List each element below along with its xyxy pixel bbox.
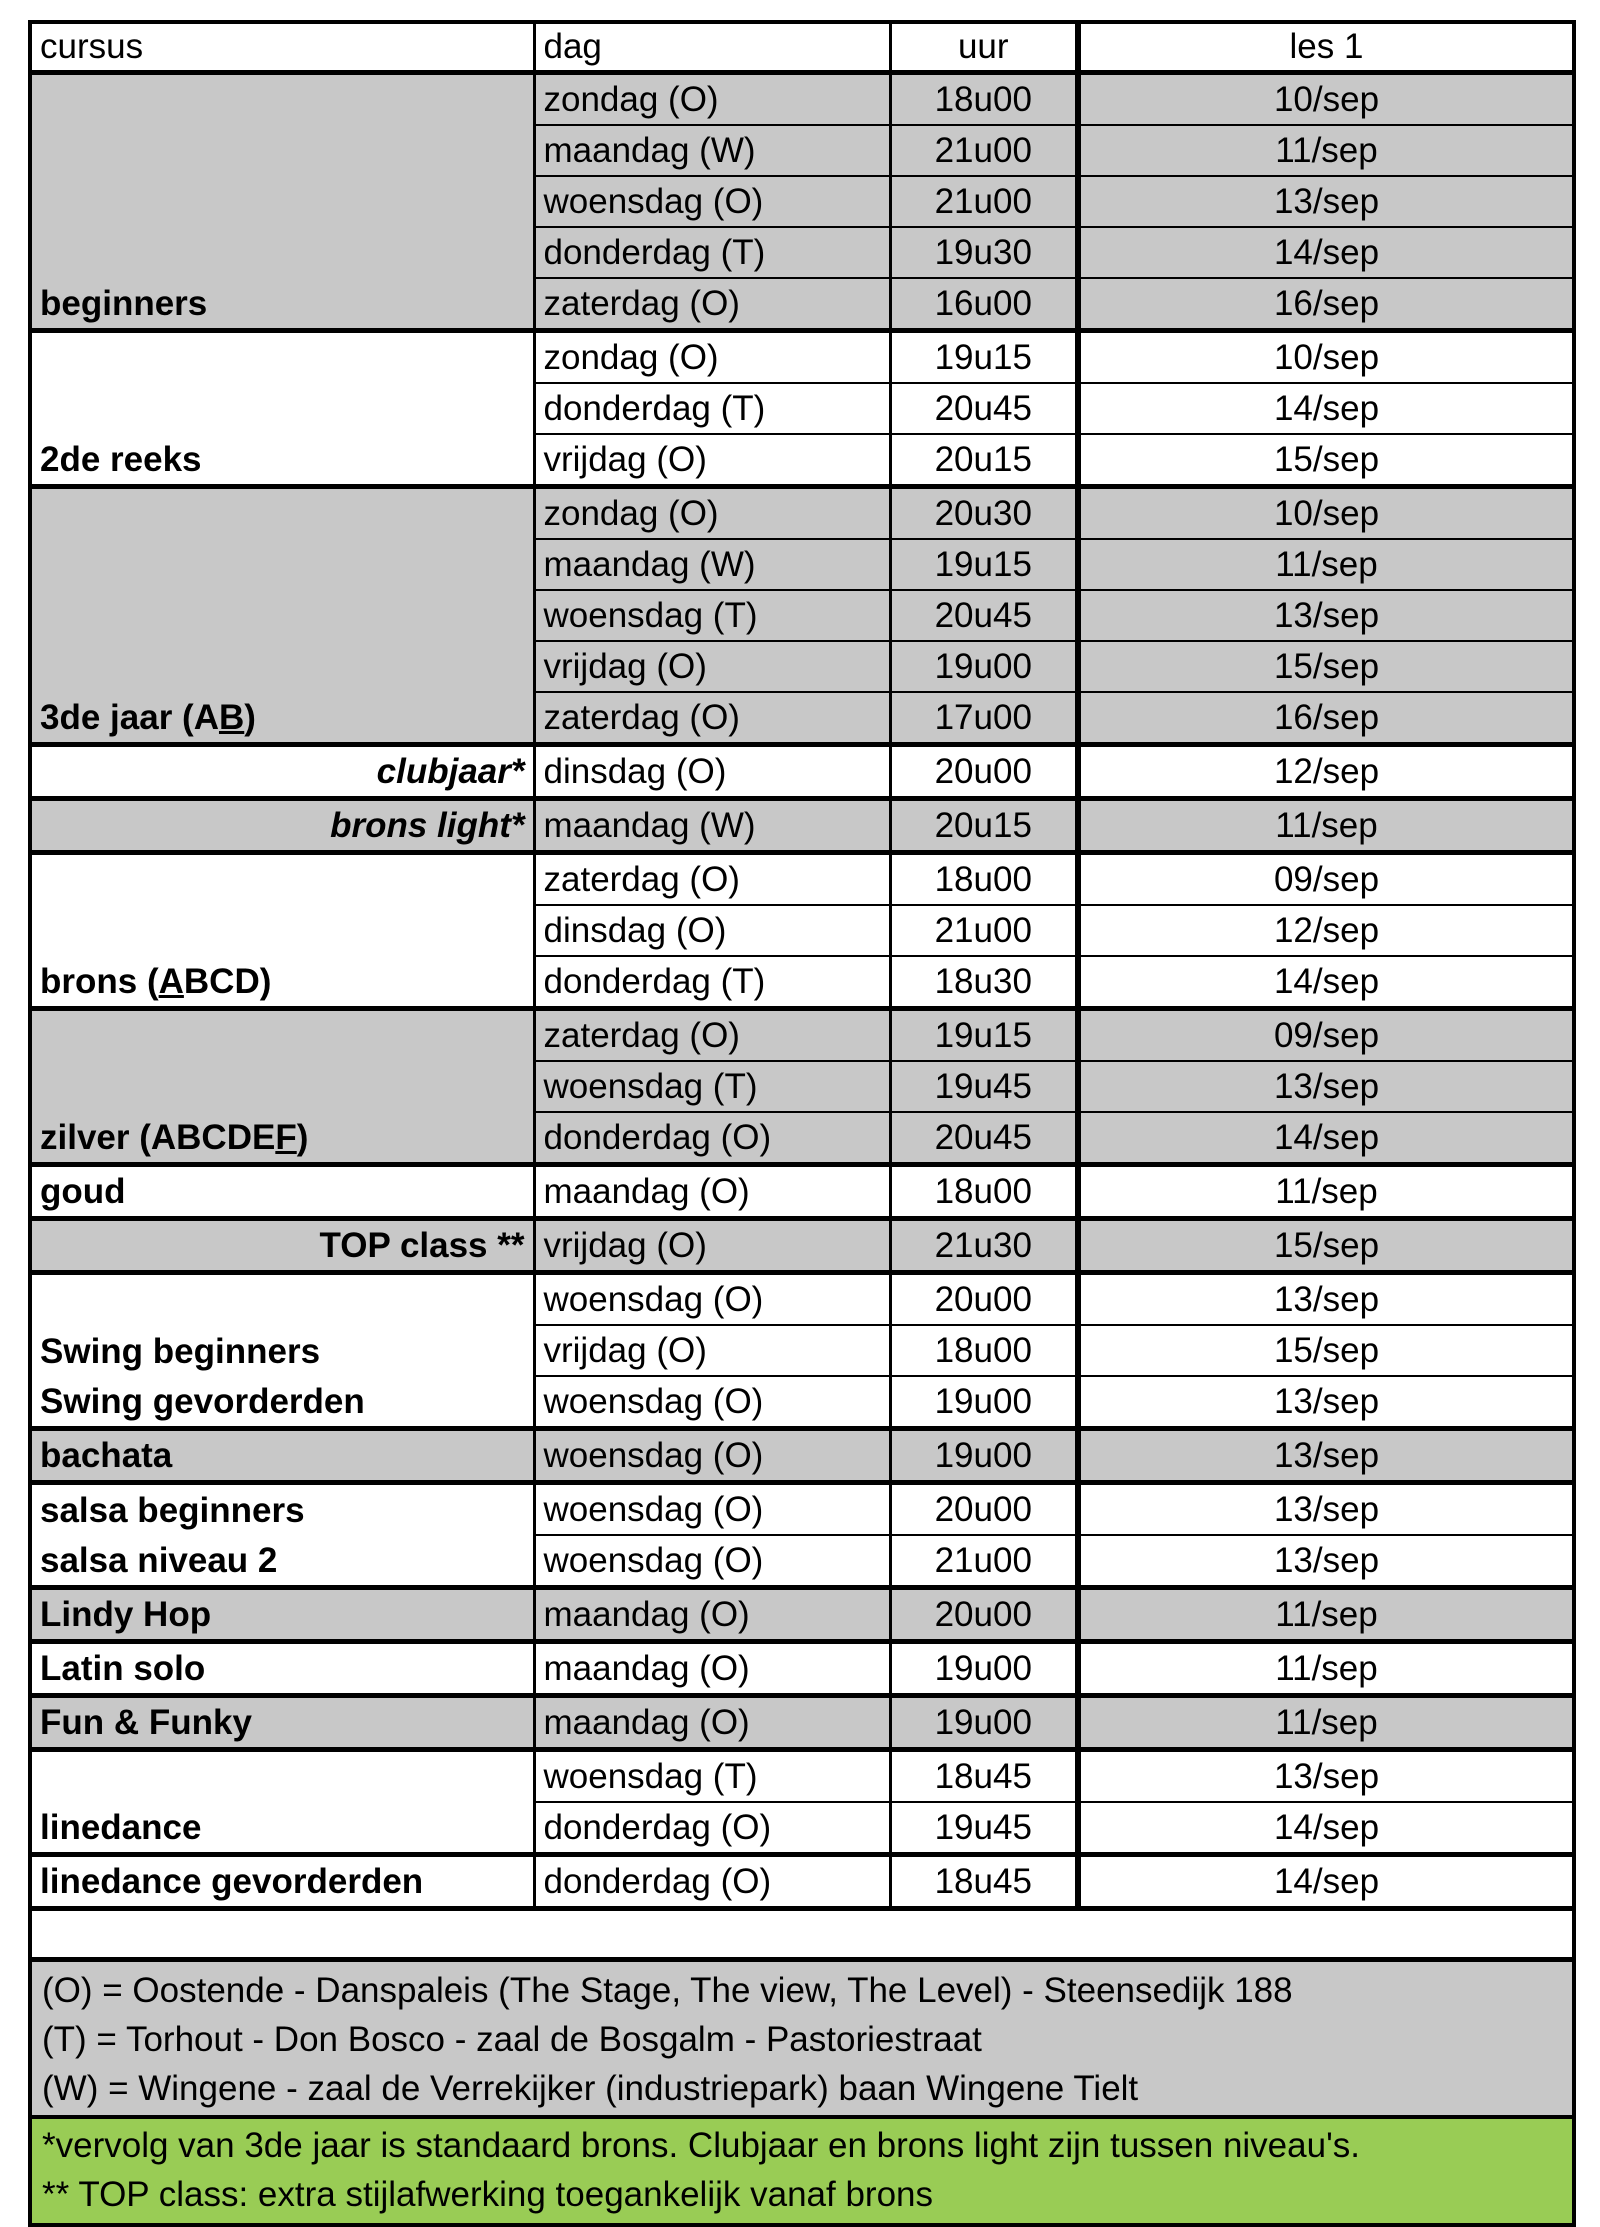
course-day: maandag (W) bbox=[534, 125, 890, 176]
course-time: 21u00 bbox=[890, 125, 1078, 176]
course-first-lesson: 11/sep bbox=[1078, 799, 1572, 853]
course-name-part: ) bbox=[296, 1118, 309, 1157]
table-row bbox=[32, 1009, 1572, 1062]
table-row bbox=[32, 799, 1572, 853]
table-row bbox=[32, 1855, 1572, 1907]
course-name-part: brons ( bbox=[40, 962, 159, 1001]
course-time: 18u45 bbox=[890, 1750, 1078, 1803]
course-time: 18u00 bbox=[890, 73, 1078, 126]
table-row bbox=[32, 1273, 1572, 1326]
course-time: 19u00 bbox=[890, 1429, 1078, 1483]
course-name-part: BCD) bbox=[183, 962, 272, 1001]
course-name: linedance gevorderden bbox=[32, 1855, 534, 1907]
course-name-part: ) bbox=[244, 698, 256, 737]
header-les: les 1 bbox=[1078, 24, 1572, 73]
course-name: Latin solo bbox=[32, 1642, 534, 1696]
course-time: 19u15 bbox=[890, 1009, 1078, 1062]
course-name: beginners bbox=[32, 73, 534, 331]
course-first-lesson: 10/sep bbox=[1078, 73, 1572, 126]
course-name: Swing gevorderden bbox=[32, 1376, 534, 1429]
course-day: vrijdag (O) bbox=[534, 1325, 890, 1376]
course-name: TOP class ** bbox=[32, 1219, 534, 1273]
course-day: donderdag (O) bbox=[534, 1855, 890, 1907]
legend-line: (W) = Wingene - zaal de Verrekijker (industriepark) baan Wingene Tielt bbox=[42, 2069, 1139, 2108]
course-day: zondag (O) bbox=[534, 73, 890, 126]
course-day: woensdag (O) bbox=[534, 1483, 890, 1536]
notes-box bbox=[32, 2115, 1572, 2223]
course-first-lesson: 14/sep bbox=[1078, 956, 1572, 1009]
course-time: 19u15 bbox=[890, 331, 1078, 384]
course-first-lesson: 12/sep bbox=[1078, 745, 1572, 799]
course-name: bachata bbox=[32, 1429, 534, 1483]
course-name-underlined: A bbox=[158, 962, 184, 1001]
course-time: 20u15 bbox=[890, 434, 1078, 487]
course-first-lesson: 11/sep bbox=[1078, 539, 1572, 590]
course-first-lesson: 13/sep bbox=[1078, 1535, 1572, 1588]
course-day: woensdag (O) bbox=[534, 1535, 890, 1588]
header-row bbox=[32, 24, 1572, 73]
course-name bbox=[32, 1009, 534, 1165]
course-name-part: zilver (ABCDE bbox=[40, 1118, 276, 1157]
course-time: 20u45 bbox=[890, 383, 1078, 434]
course-name: brons light* bbox=[32, 799, 534, 853]
course-time: 20u45 bbox=[890, 1112, 1078, 1165]
table-row bbox=[32, 853, 1572, 906]
note-line: ** TOP class: extra stijlafwerking toegankelijk vanaf brons bbox=[42, 2175, 933, 2214]
course-day: donderdag (T) bbox=[534, 383, 890, 434]
course-day: woensdag (O) bbox=[534, 1273, 890, 1326]
course-time: 19u15 bbox=[890, 539, 1078, 590]
schedule-sheet bbox=[28, 20, 1576, 2227]
course-name-underlined: F bbox=[275, 1118, 297, 1157]
course-time: 18u45 bbox=[890, 1855, 1078, 1907]
course-time: 20u00 bbox=[890, 1588, 1078, 1642]
table-row bbox=[32, 73, 1572, 126]
course-first-lesson: 14/sep bbox=[1078, 1802, 1572, 1855]
table-row bbox=[32, 1483, 1572, 1536]
course-time: 21u00 bbox=[890, 905, 1078, 956]
course-time: 16u00 bbox=[890, 278, 1078, 331]
course-day: woensdag (T) bbox=[534, 590, 890, 641]
course-day: zaterdag (O) bbox=[534, 853, 890, 906]
course-time: 21u00 bbox=[890, 1535, 1078, 1588]
course-day: zaterdag (O) bbox=[534, 1009, 890, 1062]
course-day: zondag (O) bbox=[534, 487, 890, 540]
course-time: 19u00 bbox=[890, 1376, 1078, 1429]
course-time: 17u00 bbox=[890, 692, 1078, 745]
course-first-lesson: 09/sep bbox=[1078, 1009, 1572, 1062]
course-day: maandag (O) bbox=[534, 1588, 890, 1642]
table-row bbox=[32, 331, 1572, 384]
course-day: zaterdag (O) bbox=[534, 278, 890, 331]
course-first-lesson: 14/sep bbox=[1078, 1855, 1572, 1907]
course-first-lesson: 11/sep bbox=[1078, 1696, 1572, 1750]
table-row bbox=[32, 1219, 1572, 1273]
course-time: 20u00 bbox=[890, 1483, 1078, 1536]
course-time: 18u00 bbox=[890, 1165, 1078, 1219]
course-day: donderdag (T) bbox=[534, 956, 890, 1009]
course-name: Fun & Funky bbox=[32, 1696, 534, 1750]
table-row bbox=[32, 1750, 1572, 1803]
empty-row bbox=[32, 1906, 1572, 1957]
course-time: 19u30 bbox=[890, 227, 1078, 278]
course-first-lesson: 11/sep bbox=[1078, 125, 1572, 176]
course-first-lesson: 13/sep bbox=[1078, 1273, 1572, 1326]
course-first-lesson: 13/sep bbox=[1078, 590, 1572, 641]
course-day: donderdag (O) bbox=[534, 1112, 890, 1165]
course-first-lesson: 14/sep bbox=[1078, 227, 1572, 278]
course-day: maandag (O) bbox=[534, 1696, 890, 1750]
course-time: 19u00 bbox=[890, 1696, 1078, 1750]
course-day: woensdag (O) bbox=[534, 176, 890, 227]
course-time: 19u00 bbox=[890, 1642, 1078, 1696]
header-dag: dag bbox=[534, 24, 890, 73]
course-first-lesson: 14/sep bbox=[1078, 383, 1572, 434]
course-first-lesson: 13/sep bbox=[1078, 1483, 1572, 1536]
table-row bbox=[32, 745, 1572, 799]
course-first-lesson: 15/sep bbox=[1078, 1219, 1572, 1273]
course-first-lesson: 10/sep bbox=[1078, 487, 1572, 540]
table-row bbox=[32, 1696, 1572, 1750]
course-first-lesson: 09/sep bbox=[1078, 853, 1572, 906]
course-day: maandag (W) bbox=[534, 799, 890, 853]
table-row bbox=[32, 1165, 1572, 1219]
legend-line: (O) = Oostende - Danspaleis (The Stage, The view, The Level) - Steensedijk 188 bbox=[42, 1971, 1293, 2010]
course-first-lesson: 15/sep bbox=[1078, 641, 1572, 692]
course-time: 20u00 bbox=[890, 745, 1078, 799]
table-row bbox=[32, 1429, 1572, 1483]
course-day: dinsdag (O) bbox=[534, 745, 890, 799]
course-day: donderdag (O) bbox=[534, 1802, 890, 1855]
header-uur: uur bbox=[890, 24, 1078, 73]
course-first-lesson: 13/sep bbox=[1078, 176, 1572, 227]
course-time: 20u00 bbox=[890, 1273, 1078, 1326]
course-day: maandag (O) bbox=[534, 1165, 890, 1219]
course-day: vrijdag (O) bbox=[534, 641, 890, 692]
course-day: maandag (O) bbox=[534, 1642, 890, 1696]
course-day: woensdag (T) bbox=[534, 1061, 890, 1112]
table-row bbox=[32, 1588, 1572, 1642]
course-day: woensdag (T) bbox=[534, 1750, 890, 1803]
course-time: 20u15 bbox=[890, 799, 1078, 853]
course-name: Lindy Hop bbox=[32, 1588, 534, 1642]
header-cursus: cursus bbox=[32, 24, 534, 73]
course-first-lesson: 12/sep bbox=[1078, 905, 1572, 956]
course-day: zondag (O) bbox=[534, 331, 890, 384]
course-first-lesson: 15/sep bbox=[1078, 434, 1572, 487]
course-first-lesson: 11/sep bbox=[1078, 1165, 1572, 1219]
course-first-lesson: 13/sep bbox=[1078, 1750, 1572, 1803]
course-time: 18u00 bbox=[890, 853, 1078, 906]
course-first-lesson: 14/sep bbox=[1078, 1112, 1572, 1165]
course-day: dinsdag (O) bbox=[534, 905, 890, 956]
legend-line: (T) = Torhout - Don Bosco - zaal de Bosgalm - Pastoriestraat bbox=[42, 2020, 982, 2059]
course-day: woensdag (O) bbox=[534, 1376, 890, 1429]
course-time: 21u30 bbox=[890, 1219, 1078, 1273]
course-day: zaterdag (O) bbox=[534, 692, 890, 745]
course-name: salsa niveau 2 bbox=[32, 1535, 534, 1588]
course-time: 20u30 bbox=[890, 487, 1078, 540]
course-name-underlined: B bbox=[218, 698, 245, 737]
course-day: vrijdag (O) bbox=[534, 434, 890, 487]
course-first-lesson: 15/sep bbox=[1078, 1325, 1572, 1376]
course-name bbox=[32, 487, 534, 745]
course-first-lesson: 13/sep bbox=[1078, 1376, 1572, 1429]
schedule-table bbox=[32, 24, 1572, 1906]
course-name bbox=[32, 853, 534, 1009]
course-day: woensdag (O) bbox=[534, 1429, 890, 1483]
course-name-part: 3de jaar (A bbox=[40, 698, 219, 737]
course-first-lesson: 13/sep bbox=[1078, 1429, 1572, 1483]
course-first-lesson: 10/sep bbox=[1078, 331, 1572, 384]
legend-box bbox=[32, 1957, 1572, 2115]
course-first-lesson: 16/sep bbox=[1078, 278, 1572, 331]
course-name: linedance bbox=[32, 1750, 534, 1855]
course-day: maandag (W) bbox=[534, 539, 890, 590]
course-time: 20u45 bbox=[890, 590, 1078, 641]
table-row bbox=[32, 1376, 1572, 1429]
table-row bbox=[32, 487, 1572, 540]
course-name: goud bbox=[32, 1165, 534, 1219]
course-first-lesson: 13/sep bbox=[1078, 1061, 1572, 1112]
course-name: salsa beginners bbox=[32, 1483, 534, 1536]
course-day: vrijdag (O) bbox=[534, 1219, 890, 1273]
table-row bbox=[32, 1535, 1572, 1588]
course-first-lesson: 16/sep bbox=[1078, 692, 1572, 745]
course-first-lesson: 11/sep bbox=[1078, 1642, 1572, 1696]
course-first-lesson: 11/sep bbox=[1078, 1588, 1572, 1642]
course-time: 21u00 bbox=[890, 176, 1078, 227]
course-name: 2de reeks bbox=[32, 331, 534, 487]
course-name: clubjaar* bbox=[32, 745, 534, 799]
course-time: 19u00 bbox=[890, 641, 1078, 692]
note-line: *vervolg van 3de jaar is standaard brons. Clubjaar en brons light zijn tussen niveau's. bbox=[42, 2126, 1360, 2165]
course-time: 19u45 bbox=[890, 1061, 1078, 1112]
course-time: 19u45 bbox=[890, 1802, 1078, 1855]
table-row bbox=[32, 1642, 1572, 1696]
course-name: Swing beginners bbox=[32, 1273, 534, 1377]
course-time: 18u30 bbox=[890, 956, 1078, 1009]
course-day: donderdag (T) bbox=[534, 227, 890, 278]
course-time: 18u00 bbox=[890, 1325, 1078, 1376]
